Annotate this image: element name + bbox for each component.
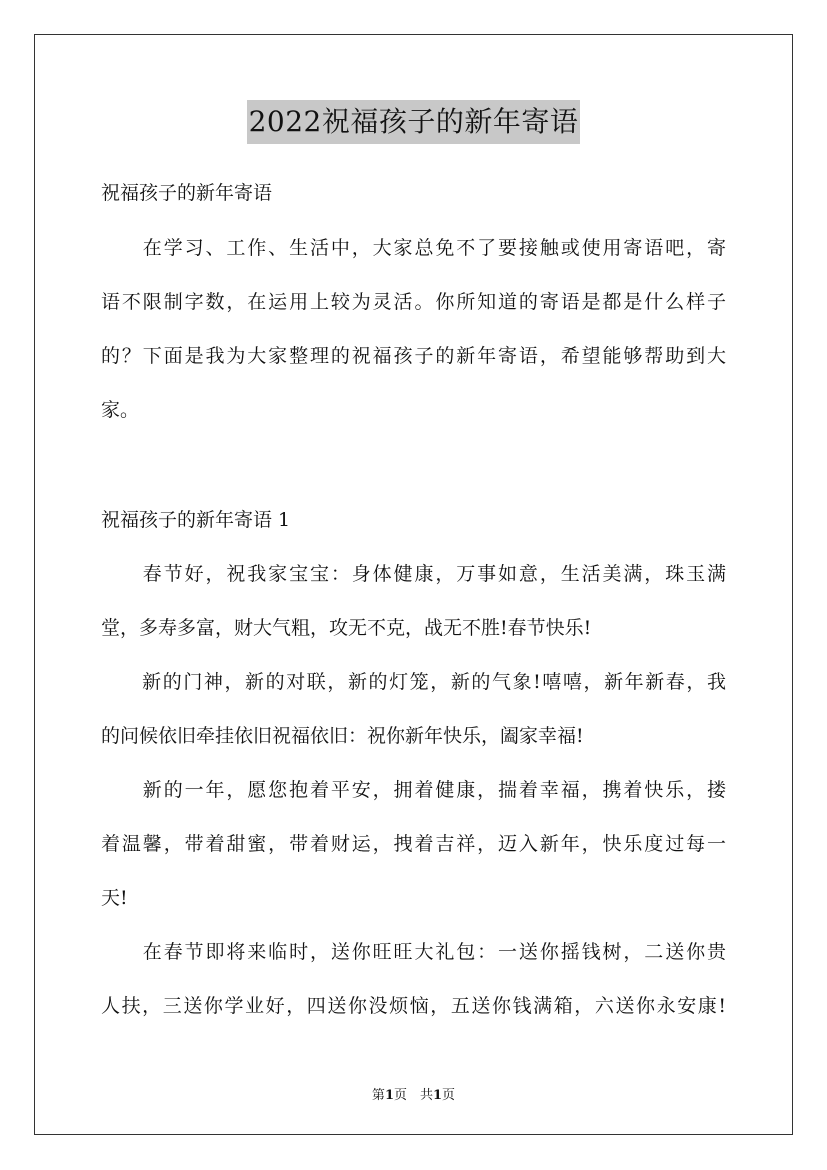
document-title: 2022祝福孩子的新年寄语 bbox=[247, 100, 581, 144]
footer-total-pages: 1 bbox=[433, 1088, 443, 1103]
body-line: 新的一年，愿您抱着平安，拥着健康，揣着幸福，携着快乐，搂 bbox=[101, 779, 726, 801]
intro-line: 语不限制字数，在运用上较为灵活。你所知道的寄语是都是什么样子 bbox=[101, 291, 726, 313]
footer-page-prefix: 第 bbox=[371, 1088, 385, 1103]
intro-line: 的？下面是我为大家整理的祝福孩子的新年寄语，希望能够帮助到大 bbox=[101, 345, 726, 367]
body-line: 天! bbox=[101, 887, 128, 909]
intro-line: 在学习、工作、生活中，大家总免不了要接触或使用寄语吧，寄 bbox=[101, 237, 726, 259]
footer-page-suffix: 页 共 bbox=[393, 1088, 433, 1103]
body-line: 的问候依旧牵挂依旧祝福依旧：祝你新年快乐，阖家幸福! bbox=[101, 725, 584, 747]
body-line: 春节好，祝我家宝宝：身体健康，万事如意，生活美满，珠玉满 bbox=[101, 563, 726, 585]
intro-line: 家。 bbox=[101, 399, 140, 421]
body-line: 人扶，三送你学业好，四送你没烦恼，五送你钱满箱，六送你永安康! bbox=[101, 995, 726, 1017]
body-line: 堂，多寿多富，财大气粗，攻无不克，战无不胜!春节快乐! bbox=[101, 617, 592, 639]
footer-page-number: 1 bbox=[384, 1088, 394, 1103]
body-line: 着温馨，带着甜蜜，带着财运，拽着吉祥，迈入新年，快乐度过每一 bbox=[101, 833, 726, 855]
footer-total-suffix: 页 bbox=[442, 1088, 456, 1103]
body-line: 新的门神，新的对联，新的灯笼，新的气象!嘻嘻，新年新春，我 bbox=[101, 671, 726, 693]
page-footer bbox=[0, 1084, 827, 1103]
section-heading: 祝福孩子的新年寄语 1 bbox=[101, 509, 291, 531]
title-container bbox=[0, 100, 827, 144]
subheading: 祝福孩子的新年寄语 bbox=[101, 182, 273, 204]
body-line: 在春节即将来临时，送你旺旺大礼包：一送你摇钱树，二送你贵 bbox=[101, 941, 726, 963]
